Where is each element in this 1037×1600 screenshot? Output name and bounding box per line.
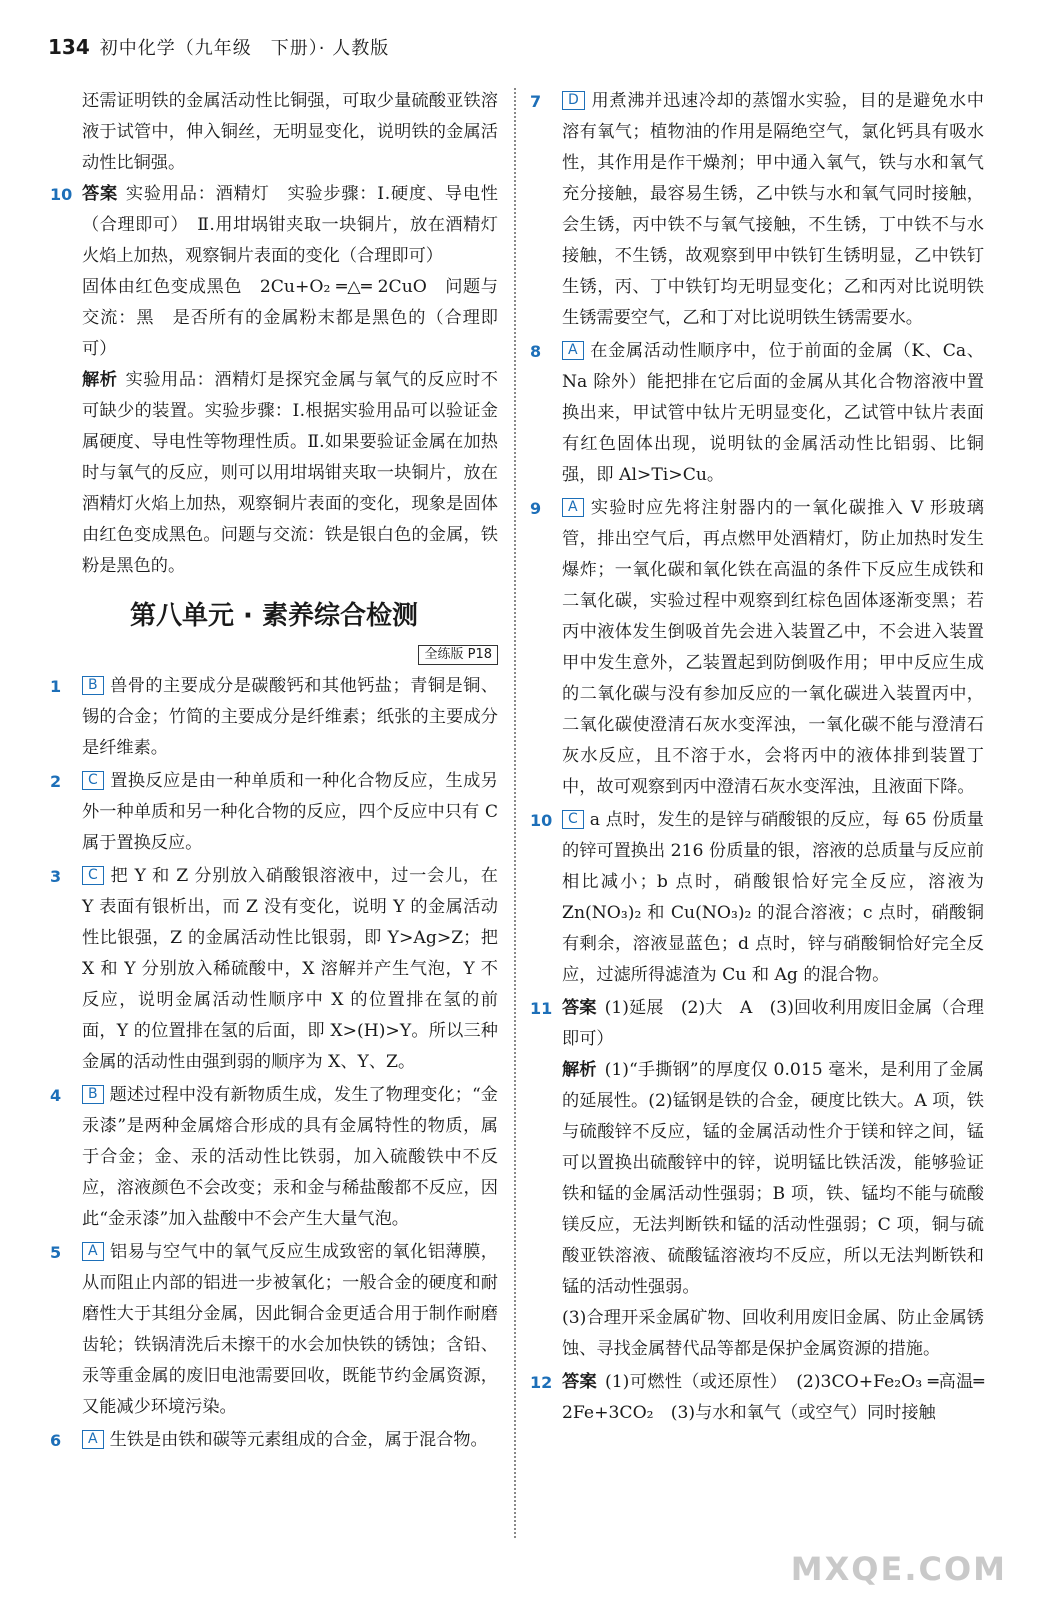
list-item	[50, 1080, 498, 1235]
analysis-label: 解析	[562, 1060, 597, 1080]
question-11	[530, 993, 984, 1365]
question-10	[50, 179, 498, 582]
question-number: 12	[530, 1373, 553, 1392]
answer-choice-box: A	[82, 1430, 104, 1449]
question-number: 6	[50, 1431, 62, 1450]
analysis-label: 解析	[82, 370, 118, 390]
question-number: 1	[50, 677, 62, 696]
reference-label: 全练版 P18	[418, 645, 498, 665]
page-header	[48, 30, 389, 64]
explanation-text: 置换反应是由一种单质和一种化合物反应，生成另外一种单质和另一种化合物的反应，四个反应中只有 C 属于置换反应。	[82, 771, 498, 853]
reference-tag	[50, 642, 498, 665]
question-number: 3	[50, 867, 62, 886]
book-title: 初中化学（九年级 下册）· 人教版	[99, 38, 390, 59]
explanation-text: 生铁是由铁和碳等元素组成的合金，属于混合物。	[109, 1430, 488, 1450]
analysis-body: 实验用品：酒精灯是探究金属与氧气的反应时不可缺少的装置。实验步骤：Ⅰ.根据实验用品可以验证金属硬度、导电性等物理性质。Ⅱ.如果要验证金属在加热时与氧气的反应，则可以用坩埚钳夹取一块铜片，放在酒精灯火焰上加热，观察铜片表面的变化，现象是固体由红色变成黑色。问题与交流：铁是银白色的金属，铁粉是黑色的。	[82, 370, 498, 576]
answer-choice-box: C	[562, 810, 584, 829]
continued-text: 还需证明铁的金属活动性比铜强，可取少量硫酸亚铁溶液于试管中，伸入铜丝，无明显变化，说明铁的金属活动性比铜强。	[82, 91, 498, 173]
question-number: 7	[530, 92, 542, 111]
explanation-text: 题述过程中没有新物质生成，发生了物理变化；“金汞漆”是两种金属熔合形成的具有金属特性的物质，属于合金；金、汞的活动性比铁弱，加入硫酸铁中不反应，溶液颜色不会改变；汞和金与稀盐酸都不反应，因此“金汞漆”加入盐酸中不会产生大量气泡。	[82, 1085, 498, 1229]
question-number: 5	[50, 1243, 62, 1262]
question-number: 10	[50, 185, 73, 204]
analysis-body: (1)“手撕钢”的厚度仅 0.015 毫米，是利用了金属的延展性。(2)锰钢是铁的合金，硬度比铁大。A 项，铁与硫酸锌不反应，锰的金属活动性介于镁和锌之间，锰可以置换出硫酸锌中的锌，说明锰比铁活泼，能够验证铁和锰的金属活动性强弱；B 项，铁、锰均不能与硫酸镁反应，无法判断铁和锰的活动性强弱；C 项，铜与硫酸亚铁溶液、硫酸锰溶液均不反应，所以无法判断铁和锰的活动性强弱。	[562, 1060, 984, 1297]
question-number: 11	[530, 999, 553, 1018]
answer-choice-box: B	[82, 1085, 104, 1104]
explanation-text: 兽骨的主要成分是碳酸钙和其他钙盐；青铜是铜、锡的合金；竹简的主要成分是纤维素；纸张的主要成分是纤维素。	[82, 676, 498, 758]
question-number: 9	[530, 499, 542, 518]
column-divider	[514, 88, 516, 1538]
list-item	[50, 1425, 498, 1456]
section-title: 第八单元 · 素养综合检测	[130, 601, 418, 631]
answer-choice-box: C	[82, 771, 104, 790]
analysis-text-2: (3)合理开采金属矿物、回收利用废旧金属、防止金属锈蚀、寻找金属替代品等都是保护金属资源的措施。	[562, 1308, 984, 1359]
answer-text-2: 固体由红色变成黑色 2Cu+O₂ ═△═ 2CuO 问题与交流：黑 是否所有的金属粉末都是黑色的（合理即可）	[82, 277, 498, 359]
explanation-text: 实验时应先将注射器内的一氧化碳推入 V 形玻璃管，排出空气后，再点燃甲处酒精灯，防止加热时发生爆炸；一氧化碳和氧化铁在高温的条件下反应生成铁和二氧化碳，实验过程中观察到红棕色固体逐渐变黑；若丙中液体发生倒吸首先会进入装置乙中，不会进入装置甲中发生意外，乙装置起到防倒吸作用；甲中反应生成的二氧化碳与没有参加反应的一氧化碳进入装置丙中，二氧化碳使澄清石灰水变浑浊，一氧化碳不能与澄清石灰水反应，且不溶于水，会将丙中的液体排到装置丁中，故可观察到丙中澄清石灰水变浑浊，且液面下降。	[562, 498, 984, 797]
list-item	[530, 336, 984, 491]
watermark-logo: MXQE.COM	[790, 1550, 1007, 1588]
answer-body: 实验用品：酒精灯 实验步骤：Ⅰ.硬度、导电性（合理即可） Ⅱ.用坩埚钳夹取一块铜片，放在酒精灯火焰上加热，观察铜片表面的变化（合理即可）	[82, 184, 498, 266]
list-item	[530, 805, 984, 991]
explanation-text: 在金属活动性顺序中，位于前面的金属（K、Ca、Na 除外）能把排在它后面的金属从其化合物溶液中置换出来，甲试管中钛片无明显变化，乙试管中钛片表面有红色固体出现，说明钛的金属活动性比铝弱、比铜强，即 Al>Ti>Cu。	[562, 341, 984, 485]
question-number: 4	[50, 1086, 62, 1105]
answer-choice-box: B	[82, 676, 104, 695]
answer-label: 答案	[82, 184, 118, 204]
list-item	[530, 493, 984, 803]
list-item	[50, 766, 498, 859]
answer-body: (1)可燃性（或还原性） (2)3CO+Fe₂O₃ ═高温═ 2Fe+3CO₂ (3)与水和氧气（或空气）同时接触	[562, 1372, 984, 1423]
explanation-text: 铝易与空气中的氧气反应生成致密的氧化铝薄膜，从而阻止内部的铝进一步被氧化；一般合金的硬度和耐磨性大于其组分金属，因此铜合金更适合用于制作耐磨齿轮；铁锅清洗后未擦干的水会加快铁的锈蚀；含铅、汞等重金属的废旧电池需要回收，既能节约金属资源，又能减少环境污染。	[82, 1242, 498, 1417]
explanation-text: 用煮沸并迅速冷却的蒸馏水实验，目的是避免水中溶有氧气；植物油的作用是隔绝空气，氯化钙具有吸水性，其作用是作干燥剂；甲中通入氧气，铁与水和氧气充分接触，最容易生锈，乙中铁与水和氧气同时接触，会生锈，丙中铁不与氧气接触，不生锈，丁中铁不与水接触，不生锈，故观察到甲中铁钉生锈明显，乙中铁钉生锈，丙、丁中铁钉均无明显变化；乙和丙对比说明铁生锈需要空气，乙和丁对比说明铁生锈需要水。	[562, 91, 984, 328]
list-item	[530, 86, 984, 334]
right-column	[530, 86, 984, 1431]
question-12	[530, 1367, 984, 1429]
answer-label: 答案	[562, 998, 597, 1018]
question-number: 8	[530, 342, 542, 361]
question-number: 2	[50, 772, 62, 791]
answer-label: 答案	[562, 1372, 598, 1392]
question-number: 10	[530, 811, 553, 830]
answer-choice-box: D	[562, 91, 585, 110]
page-number: 134	[48, 35, 90, 59]
analysis-text	[82, 365, 498, 582]
answer-text	[82, 179, 498, 272]
list-item	[50, 861, 498, 1078]
answer-choice-box: A	[82, 1242, 104, 1261]
answer-body: (1)延展 (2)大 A (3)回收利用废旧金属（合理即可）	[562, 998, 984, 1049]
left-column	[50, 86, 498, 1458]
list-item	[50, 1237, 498, 1423]
answer-choice-box: C	[82, 866, 104, 885]
explanation-text: a 点时，发生的是锌与硝酸银的反应，每 65 份质量的锌可置换出 216 份质量的银，溶液的总质量与反应前相比减小；b 点时，硝酸银恰好完全反应，溶液为 Zn(NO₃)₂ 和 Cu(NO₃)₂ 的混合溶液；c 点时，硝酸铜有剩余，溶液显蓝色；d 点时，锌与硝酸铜恰好完全反应，过滤所得滤渣为 Cu 和 Ag 的混合物。	[562, 810, 984, 985]
list-item	[50, 671, 498, 764]
answer-choice-box: A	[562, 341, 584, 360]
answer-choice-box: A	[562, 498, 584, 517]
explanation-text: 把 Y 和 Z 分别放入硝酸银溶液中，过一会儿，在 Y 表面有银析出，而 Z 没有变化，说明 Y 的金属活动性比银强，Z 的金属活动性比银弱，即 Y>Ag>Z；把 X 和 Y 分别放入稀硫酸中，X 溶解并产生气泡，Y 不反应，说明金属活动性顺序中 X 的位置排在氢的前面，Y 的位置排在氢的后面，即 X>(H)>Y。所以三种金属的活动性由强到弱的顺序为 X、Y、Z。	[82, 866, 498, 1072]
